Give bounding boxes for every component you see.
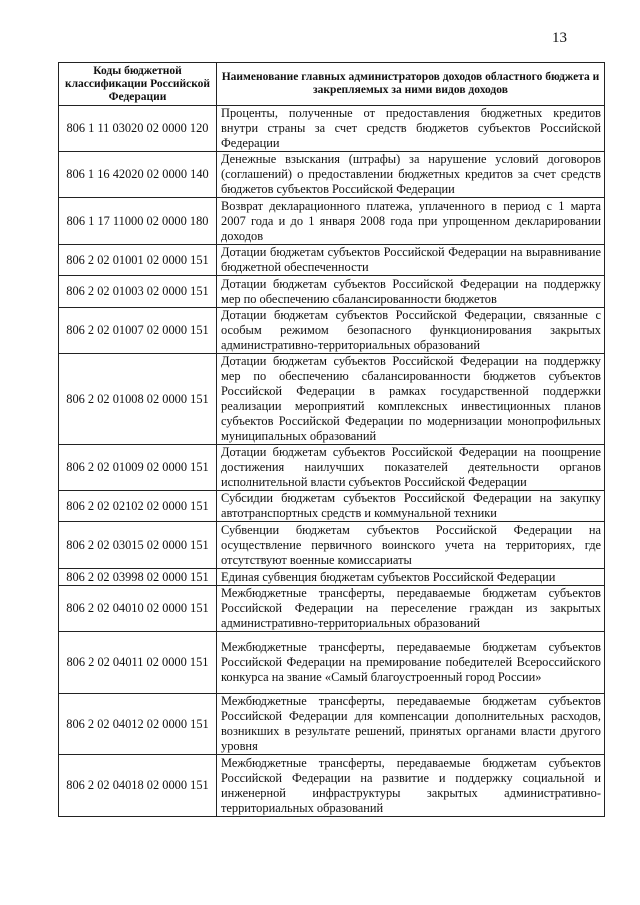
budget-code-cell: 806 2 02 03998 02 0000 151 bbox=[59, 569, 217, 586]
budget-code-cell: 806 2 02 04018 02 0000 151 bbox=[59, 755, 217, 817]
table-header-row bbox=[59, 63, 605, 106]
table-row bbox=[59, 491, 605, 522]
budget-codes-table bbox=[58, 62, 605, 817]
revenue-name-cell: Субсидии бюджетам субъектов Российской Федерации на закупку автотранспортных средств и коммунальной техники bbox=[217, 491, 605, 522]
budget-code-cell: 806 2 02 03015 02 0000 151 bbox=[59, 522, 217, 569]
revenue-name-cell: Межбюджетные трансферты, передаваемые бюджетам субъектов Российской Федерации на премирование победителей Всероссийского конкурса на звание «Самый благоустроенный город России» bbox=[217, 632, 605, 694]
table-row bbox=[59, 198, 605, 245]
revenue-name-cell: Межбюджетные трансферты, передаваемые бюджетам субъектов Российской Федерации на развитие и поддержку социальной и инженерной инфраструктуры закрытых административно-территориальных образований bbox=[217, 755, 605, 817]
budget-code-cell: 806 1 11 03020 02 0000 120 bbox=[59, 106, 217, 152]
table-row bbox=[59, 276, 605, 308]
table-row bbox=[59, 152, 605, 198]
budget-code-cell: 806 2 02 01001 02 0000 151 bbox=[59, 245, 217, 276]
budget-code-cell: 806 2 02 01003 02 0000 151 bbox=[59, 276, 217, 308]
budget-code-cell: 806 2 02 04012 02 0000 151 bbox=[59, 694, 217, 755]
budget-code-cell: 806 2 02 04010 02 0000 151 bbox=[59, 586, 217, 632]
name-column-header: Наименование главных администраторов доходов областного бюджета и закрепляемых за ними видов доходов bbox=[217, 63, 605, 106]
budget-code-cell: 806 1 17 11000 02 0000 180 bbox=[59, 198, 217, 245]
revenue-name-cell: Дотации бюджетам субъектов Российской Федерации на поддержку мер по обеспечению сбалансированности бюджетов bbox=[217, 276, 605, 308]
table-row bbox=[59, 354, 605, 445]
table-row bbox=[59, 694, 605, 755]
revenue-name-cell: Проценты, полученные от предоставления бюджетных кредитов внутри страны за счет средств бюджетов субъектов Российской Федерации bbox=[217, 106, 605, 152]
table-row bbox=[59, 569, 605, 586]
revenue-name-cell: Денежные взыскания (штрафы) за нарушение условий договоров (соглашений) о предоставлении бюджетных кредитов за счет средств бюджетов субъектов Российской Федерации bbox=[217, 152, 605, 198]
table-row bbox=[59, 106, 605, 152]
revenue-name-cell: Субвенции бюджетам субъектов Российской Федерации на осуществление первичного воинского учета на территориях, где отсутствуют военные комиссариаты bbox=[217, 522, 605, 569]
table-row bbox=[59, 522, 605, 569]
table-row bbox=[59, 586, 605, 632]
revenue-name-cell: Межбюджетные трансферты, передаваемые бюджетам субъектов Российской Федерации на переселение граждан из закрытых административно-территориальных образований bbox=[217, 586, 605, 632]
revenue-name-cell: Единая субвенция бюджетам субъектов Российской Федерации bbox=[217, 569, 605, 586]
budget-code-cell: 806 1 16 42020 02 0000 140 bbox=[59, 152, 217, 198]
table-row bbox=[59, 445, 605, 491]
budget-code-cell: 806 2 02 02102 02 0000 151 bbox=[59, 491, 217, 522]
revenue-name-cell: Дотации бюджетам субъектов Российской Федерации на выравнивание бюджетной обеспеченности bbox=[217, 245, 605, 276]
table-row bbox=[59, 632, 605, 694]
revenue-name-cell: Дотации бюджетам субъектов Российской Федерации на поощрение достижения наилучших показателей деятельности органов исполнительной власти субъектов Российской Федерации bbox=[217, 445, 605, 491]
budget-code-cell: 806 2 02 04011 02 0000 151 bbox=[59, 632, 217, 694]
budget-code-cell: 806 2 02 01009 02 0000 151 bbox=[59, 445, 217, 491]
revenue-name-cell: Дотации бюджетам субъектов Российской Федерации, связанные с особым режимом безопасного функционирования закрытых административно-территориальных образований bbox=[217, 308, 605, 354]
page-number: 13 bbox=[552, 30, 567, 46]
budget-code-cell: 806 2 02 01008 02 0000 151 bbox=[59, 354, 217, 445]
budget-code-cell: 806 2 02 01007 02 0000 151 bbox=[59, 308, 217, 354]
table-row bbox=[59, 245, 605, 276]
revenue-name-cell: Межбюджетные трансферты, передаваемые бюджетам субъектов Российской Федерации для компенсации дополнительных расходов, возникших в результате решений, принятых органами власти другого уровня bbox=[217, 694, 605, 755]
revenue-name-cell: Дотации бюджетам субъектов Российской Федерации на поддержку мер по обеспечению сбалансированности бюджетов субъектов Российской Федерации в рамках государственной поддержки реализации мероприятий комплексных инвестиционных планов субъектов Российской Федерации по модернизации монопрофильных муниципальных образований bbox=[217, 354, 605, 445]
table-row bbox=[59, 308, 605, 354]
revenue-name-cell: Возврат декларационного платежа, уплаченного в период с 1 марта 2007 года и до 1 января 2008 года при упрощенном декларировании доходов bbox=[217, 198, 605, 245]
code-column-header: Коды бюджетной классификации Российской Федерации bbox=[59, 63, 217, 106]
table-row bbox=[59, 755, 605, 817]
